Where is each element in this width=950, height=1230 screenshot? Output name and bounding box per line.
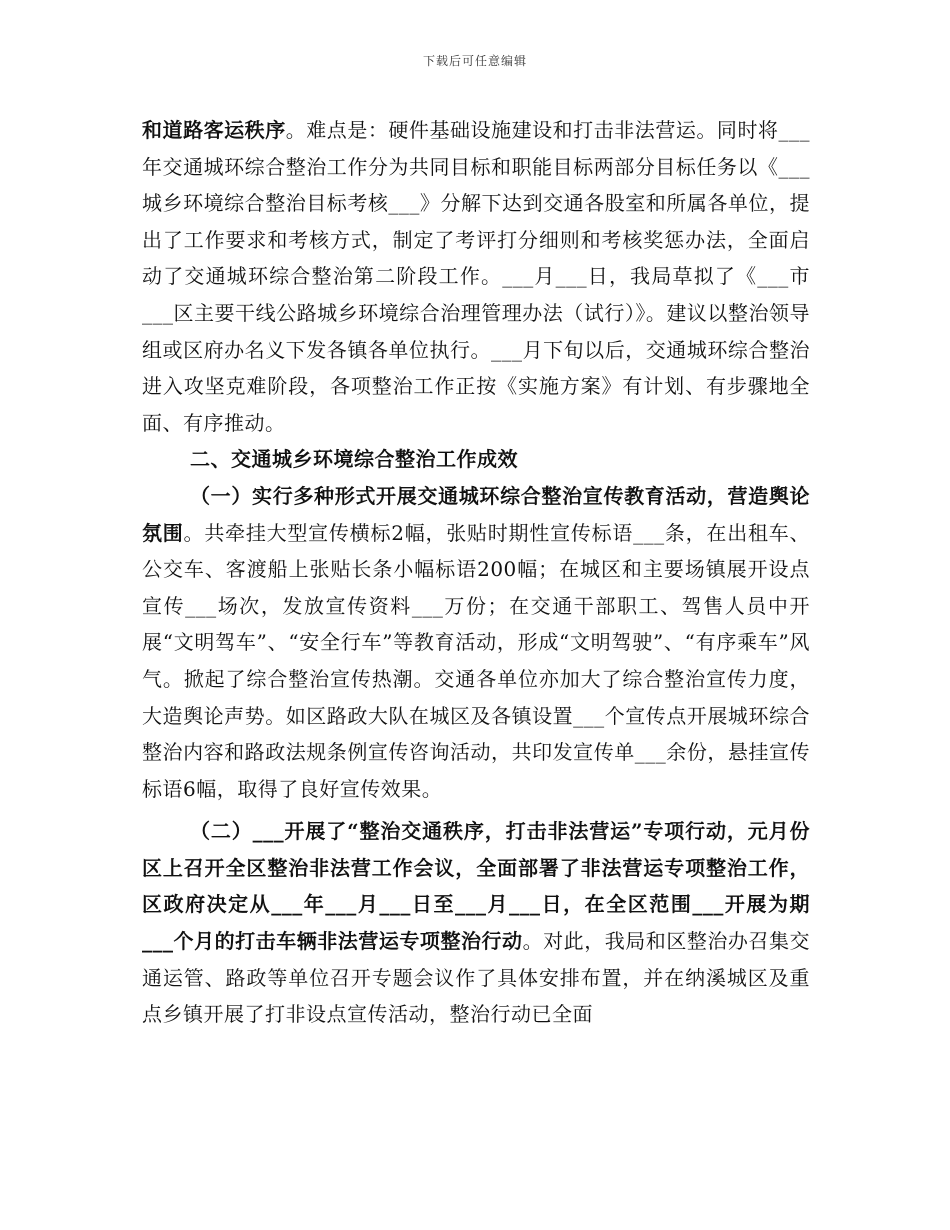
paragraph-3-text: 。对此，我局和区整治办召集交通运管、路政等单位召开专题会议作了具体安排布置，并在纳溪城区及重点乡镇开展了打非设点宣传活动，整治行动已全面 <box>142 929 811 1027</box>
paragraph-2-text: 。共牵挂大型宣传横标2幅，张贴时期性宣传标语___条，在出租车、公交车、客渡船上张贴长条小幅标语200幅；在城区和主要场镇展开设点宣传___场次，发放宣传资料___万份；在交通干部职工、驾售人员中开展“文明驾车”、“安全行车”等教育活动，形成“文明驾驶”、“有序乘车”风气。掀起了综合整治宣传热潮。交通各单位亦加大了综合整治宣传力度，大造舆论声势。如区路政大队在城区及各镇设置___个宣传点开展城环综合整治内容和路政法规条例宣传咨询活动，共印发宣传单___余份，悬挂宣传标语6幅，取得了良好宣传效果。 <box>142 520 811 801</box>
paragraph-2-bold-lead: （一）实行多种形式开展交通城环综合整治宣传教育活动，营造舆论氛围 <box>142 483 810 545</box>
page-header: 下载后可任意编辑 <box>422 54 527 68</box>
document-body <box>142 112 810 1033</box>
paragraph-3 <box>142 813 810 1033</box>
paragraph-3-bold-lead: （二）___开展了“整治交通秩序，打击非法营运”专项行动，元月份区上召开全区整治非法营工作会议，全面部署了非法营运专项整治工作，区政府决定从___年___月___日至___月___日，在全区范围___开展为期___个月的打击车辆非法营运专项整治行动 <box>142 819 810 954</box>
section-heading-2: 二、交通城乡环境综合整治工作成效 <box>190 447 518 472</box>
paragraph-1 <box>142 112 810 441</box>
paragraph-1-text: 。难点是：硬件基础设施建设和打击非法营运。同时将___年交通城环综合整治工作分为共同目标和职能目标两部分目标任务以《___城乡环境综合整治目标考核___》分解下达到交通各股室和所属各单位，提出了工作要求和考核方式，制定了考评打分细则和考核奖惩办法，全面启动了交通城环综合整治第二阶段工作。___月___日，我局草拟了《___市___区主要干线公路城乡环境综合治理管理办法（试行）》。建议以整治领导组或区府办名义下发各镇各单位执行。___月下旬以后，交通城环综合整治进入攻坚克难阶段，各项整治工作正按《实施方案》有计划、有步骤地全面、有序推动。 <box>142 118 811 435</box>
paragraph-2 <box>142 478 810 807</box>
paragraph-1-bold-lead: 和道路客运秩序 <box>142 118 286 142</box>
